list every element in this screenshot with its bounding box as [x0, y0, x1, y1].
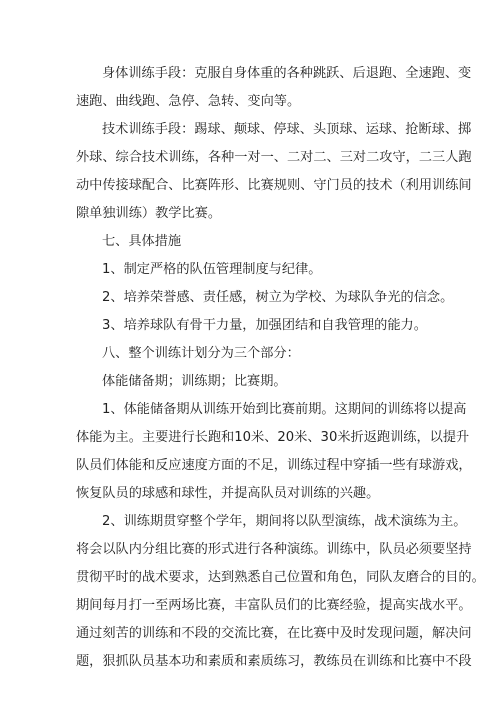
text-line: 体能储备期；训练期；比赛期。 — [102, 374, 287, 389]
list-item: 3、培养球队有骨干力量，加强团结和自我管理的能力。 — [102, 318, 427, 333]
text-line: 动中传接球配合、比赛阵形、比赛规则、守门员的技术（利用训练间 — [76, 178, 472, 193]
text-line: 体能为主。主要进行长跑和10米、20米、30米折返跑训练，以提升 — [76, 430, 470, 445]
text-line: 队员们体能和反应速度方面的不足，训练过程中穿插一些有球游戏， — [76, 458, 472, 473]
text-line: 速跑、曲线跑、急停、急转、变向等。 — [76, 94, 301, 109]
text-line: 1、体能储备期从训练开始到比赛前期。这期间的训练将以提高 — [102, 402, 467, 417]
section-heading: 八、整个训练计划分为三个部分： — [102, 346, 300, 361]
text-line: 将会以队内分组比赛的形式进行各种演练。训练中，队员必须要坚持 — [76, 542, 472, 557]
text-line: 身体训练手段：克服自身体重的各种跳跃、后退跑、全速跑、变 — [102, 66, 472, 81]
text-line: 隙单独训练）教学比赛。 — [76, 206, 222, 221]
text-line: 外球、综合技术训练，各种一对一、二对二、三对二攻守，二三人跑 — [76, 150, 472, 165]
text-line: 2、训练期贯穿整个学年，期间将以队型演练，战术演练为主。 — [102, 514, 467, 529]
list-item: 1、制定严格的队伍管理制度与纪律。 — [102, 262, 322, 277]
list-item: 2、培养荣誉感、责任感，树立为学校、为球队争光的信念。 — [102, 290, 454, 305]
section-heading: 七、具体措施 — [102, 234, 182, 249]
text-line: 通过刻苦的训练和不段的交流比赛，在比赛中及时发现问题，解决问 — [76, 626, 472, 641]
text-line: 期间每月打一至两场比赛，丰富队员们的比赛经验，提高实战水平。 — [76, 598, 472, 613]
text-line: 贯彻平时的战术要求，达到熟悉自己位置和角色，同队友磨合的目的。 — [76, 570, 485, 585]
text-line: 技术训练手段：踢球、颠球、停球、头顶球、运球、抢断球、掷 — [102, 122, 472, 137]
text-line: 恢复队员的球感和球性，并提高队员对训练的兴趣。 — [76, 486, 380, 501]
text-line: 题，狠抓队员基本功和素质和素质练习，教练员在训练和比赛中不段 — [76, 654, 472, 669]
